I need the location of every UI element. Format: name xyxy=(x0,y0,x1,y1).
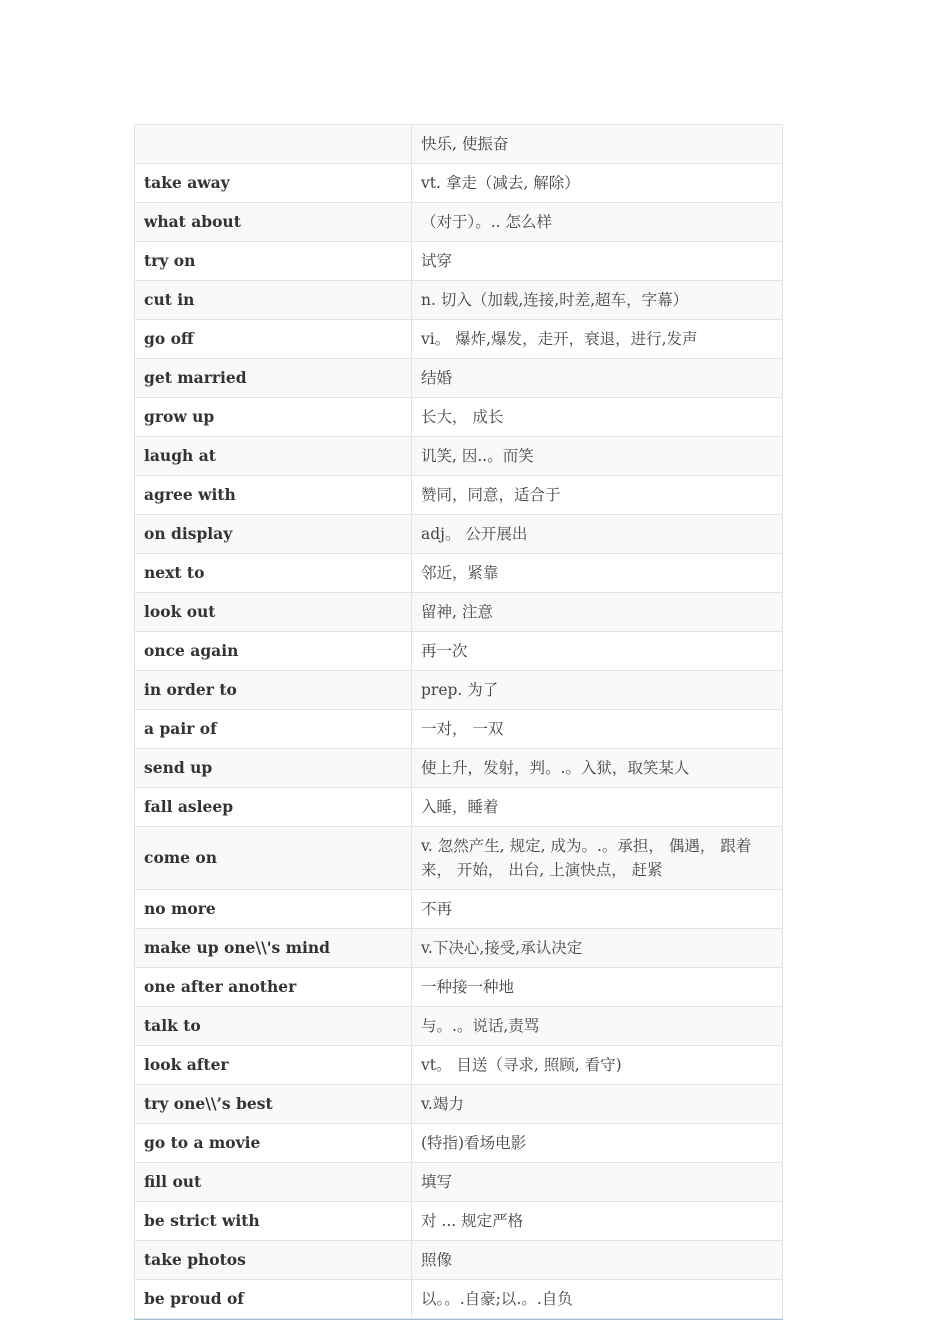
phrase-meaning: adj。 公开展出 xyxy=(412,515,783,554)
phrase-meaning: v. 忽然产生, 规定, 成为。.。承担， 偶遇， 跟着来， 开始， 出台, 上演快点， 赶紧 xyxy=(412,827,783,890)
phrase-term: make up one\\'s mind xyxy=(135,929,412,968)
table-row xyxy=(135,1280,783,1319)
phrase-meaning: prep. 为了 xyxy=(412,671,783,710)
table-row xyxy=(135,203,783,242)
phrase-term: what about xyxy=(135,203,412,242)
table-row xyxy=(135,1085,783,1124)
phrase-meaning: 与。.。说话,责骂 xyxy=(412,1007,783,1046)
phrase-meaning: v.下决心,接受,承认决定 xyxy=(412,929,783,968)
phrase-meaning: （对于）。.. 怎么样 xyxy=(412,203,783,242)
phrase-term: one after another xyxy=(135,968,412,1007)
table-row xyxy=(135,1202,783,1241)
phrase-meaning: 使上升，发射，判。.。入狱，取笑某人 xyxy=(412,749,783,788)
phrase-term: grow up xyxy=(135,398,412,437)
table-row xyxy=(135,476,783,515)
table-row xyxy=(135,1007,783,1046)
table-bottom-rule xyxy=(134,1319,783,1320)
phrase-term: fall asleep xyxy=(135,788,412,827)
phrase-meaning: 入睡，睡着 xyxy=(412,788,783,827)
table-row xyxy=(135,929,783,968)
table-row xyxy=(135,1046,783,1085)
phrase-meaning: v.竭力 xyxy=(412,1085,783,1124)
phrase-term: send up xyxy=(135,749,412,788)
table-row xyxy=(135,164,783,203)
table-row xyxy=(135,749,783,788)
phrase-term: get married xyxy=(135,359,412,398)
phrase-term: laugh at xyxy=(135,437,412,476)
table-row xyxy=(135,554,783,593)
phrase-term: be proud of xyxy=(135,1280,412,1319)
phrase-meaning: 不再 xyxy=(412,890,783,929)
phrase-term: on display xyxy=(135,515,412,554)
table-row xyxy=(135,671,783,710)
phrase-meaning: vt. 拿走（减去, 解除） xyxy=(412,164,783,203)
phrase-term: take photos xyxy=(135,1241,412,1280)
table-row xyxy=(135,359,783,398)
phrase-term: be strict with xyxy=(135,1202,412,1241)
phrase-meaning: 对 ... 规定严格 xyxy=(412,1202,783,1241)
table-row xyxy=(135,242,783,281)
table-row xyxy=(135,515,783,554)
table-row xyxy=(135,593,783,632)
vocabulary-page xyxy=(134,124,783,1320)
vocabulary-table-body xyxy=(135,125,783,1319)
table-row xyxy=(135,125,783,164)
phrase-term: come on xyxy=(135,827,412,890)
phrase-meaning: vi。 爆炸,爆发，走开，衰退，进行,发声 xyxy=(412,320,783,359)
phrase-term: talk to xyxy=(135,1007,412,1046)
phrase-meaning: 以。。.自豪;以.。.自负 xyxy=(412,1280,783,1319)
table-row xyxy=(135,1124,783,1163)
phrase-term: no more xyxy=(135,890,412,929)
phrase-term: next to xyxy=(135,554,412,593)
phrase-term: try on xyxy=(135,242,412,281)
phrase-meaning: 讥笑, 因..。而笑 xyxy=(412,437,783,476)
phrase-meaning: 一种接一种地 xyxy=(412,968,783,1007)
phrase-meaning: 再一次 xyxy=(412,632,783,671)
phrase-term: fill out xyxy=(135,1163,412,1202)
phrase-meaning: 一对， 一双 xyxy=(412,710,783,749)
table-row xyxy=(135,788,783,827)
phrase-meaning: 结婚 xyxy=(412,359,783,398)
phrase-term: look after xyxy=(135,1046,412,1085)
phrase-term: once again xyxy=(135,632,412,671)
table-row xyxy=(135,320,783,359)
table-row xyxy=(135,398,783,437)
vocabulary-table xyxy=(134,124,783,1319)
phrase-meaning: 邻近，紧靠 xyxy=(412,554,783,593)
phrase-term: a pair of xyxy=(135,710,412,749)
phrase-term: try one\\’s best xyxy=(135,1085,412,1124)
phrase-term: look out xyxy=(135,593,412,632)
table-row xyxy=(135,710,783,749)
table-row xyxy=(135,437,783,476)
phrase-meaning: n. 切入（加载,连接,时差,超车，字幕） xyxy=(412,281,783,320)
table-row xyxy=(135,1241,783,1280)
phrase-meaning: vt。 目送（寻求, 照顾, 看守) xyxy=(412,1046,783,1085)
phrase-meaning: 留神, 注意 xyxy=(412,593,783,632)
table-row xyxy=(135,281,783,320)
table-row xyxy=(135,632,783,671)
table-row xyxy=(135,890,783,929)
phrase-meaning: 试穿 xyxy=(412,242,783,281)
phrase-term: take away xyxy=(135,164,412,203)
phrase-meaning: 快乐, 使振奋 xyxy=(412,125,783,164)
phrase-term: cut in xyxy=(135,281,412,320)
table-row xyxy=(135,1163,783,1202)
phrase-meaning: 长大， 成长 xyxy=(412,398,783,437)
phrase-meaning: 赞同，同意，适合于 xyxy=(412,476,783,515)
table-row xyxy=(135,968,783,1007)
phrase-term: go to a movie xyxy=(135,1124,412,1163)
phrase-term: agree with xyxy=(135,476,412,515)
phrase-term xyxy=(135,125,412,164)
table-row xyxy=(135,827,783,890)
phrase-meaning: 填写 xyxy=(412,1163,783,1202)
phrase-meaning: 照像 xyxy=(412,1241,783,1280)
phrase-term: in order to xyxy=(135,671,412,710)
phrase-term: go off xyxy=(135,320,412,359)
phrase-meaning: (特指)看场电影 xyxy=(412,1124,783,1163)
